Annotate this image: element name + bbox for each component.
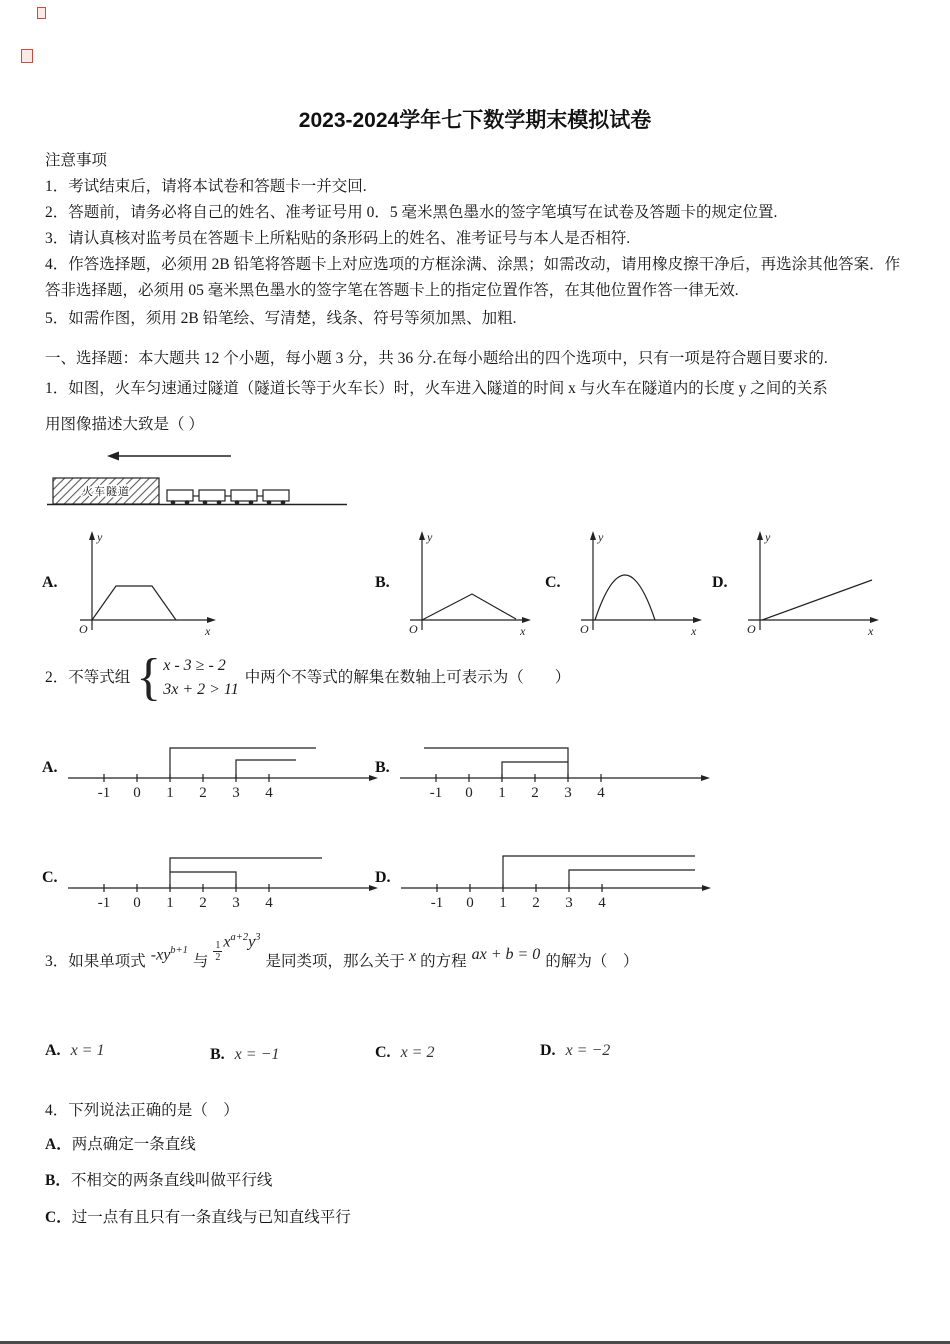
q1-option-a (42, 528, 219, 638)
svg-text:O: O (579, 622, 589, 636)
q3-stem-4: 的方程 (420, 952, 467, 970)
notice-item: 4．作答选择题，必须用 2B 铅笔将答题卡上对应选项的方框涂满、涂黑；如需改动，请用橡皮擦干净后，再选涂其他答案．作答非选择题，必须用 05 毫米黑色墨水的签字笔在答题卡上的指定位置作答，在其他位置作答一律无效. (45, 256, 901, 299)
svg-text:2: 2 (198, 785, 207, 800)
q3-stem-1: 3．如果单项式 (45, 952, 146, 970)
q2-option-a-label: A. (42, 759, 58, 776)
svg-text:-1: -1 (430, 895, 443, 910)
q1-option-c (545, 528, 707, 638)
svg-text:3: 3 (231, 895, 240, 910)
q2-option-d-label: D. (375, 869, 391, 886)
q2-option-c (42, 846, 384, 910)
q1-graph-d (734, 528, 884, 638)
q3-option-a-value: x = 1 (70, 1042, 105, 1059)
left-arrow-icon (107, 452, 231, 461)
q1-train-tunnel-figure (45, 446, 365, 512)
svg-text:4: 4 (264, 785, 273, 800)
q1-graph-b (396, 528, 536, 638)
q3-option-d-value: x = −2 (565, 1042, 611, 1059)
svg-text:1: 1 (165, 785, 174, 800)
q2-numberline-c (64, 846, 384, 910)
q2-numberline-d (397, 846, 717, 910)
svg-text:O: O (408, 622, 418, 636)
svg-text:0: 0 (464, 785, 473, 800)
q1-option-a-label: A. (42, 574, 58, 591)
svg-text:4: 4 (596, 785, 605, 800)
svg-text:0: 0 (465, 895, 474, 910)
section-one-heading: 一、选择题：本大题共 12 个小题，每小题 3 分，共 36 分.在每小题给出的四个选项中，只有一项是符合题目要求的. (45, 350, 828, 367)
red-stamp-mark (21, 49, 33, 63)
q1-option-d-label: D. (712, 574, 728, 591)
svg-text:3: 3 (564, 895, 573, 910)
svg-text:x: x (690, 624, 696, 638)
svg-text:3: 3 (563, 785, 572, 800)
q3-option-b: B. x = −1 (210, 1046, 280, 1063)
inequality-system (163, 654, 239, 702)
q1-stem-line1: 1．如图，火车匀速通过隧道（隧道长等于火车长）时，火车进入隧道的时间 x 与火车在隧道内的长度 y 之间的关系 (45, 380, 828, 397)
q1-option-d (712, 528, 884, 638)
svg-text:4: 4 (264, 895, 273, 910)
svg-text:x: x (867, 624, 873, 638)
svg-text:O: O (746, 622, 756, 636)
svg-text:x: x (204, 624, 210, 638)
q2-option-d (375, 846, 717, 910)
svg-text:1: 1 (498, 895, 507, 910)
q4-stem: 4．下列说法正确的是（ ） (45, 1102, 239, 1119)
q2-stem-suffix: 中两个不等式的解集在数轴上可表示为（ ） (244, 669, 571, 686)
q3-stem (45, 932, 639, 977)
notice-heading: 注意事项 (45, 152, 108, 169)
q2-option-c-label: C. (42, 869, 58, 886)
q1-option-c-label: C. (545, 574, 561, 591)
svg-text:1: 1 (165, 895, 174, 910)
q2-option-b (375, 736, 716, 800)
svg-text:-1: -1 (429, 785, 442, 800)
q1-graph-a (64, 528, 219, 638)
q3-option-c: C. x = 2 (375, 1044, 435, 1061)
svg-text:4: 4 (597, 895, 606, 910)
svg-text:y: y (764, 530, 770, 544)
q4-option-c-text: 过一点有且只有一条直线与已知直线平行 (71, 1209, 351, 1226)
q4-option-c: C．过一点有且只有一条直线与已知直线平行 (45, 1209, 351, 1226)
train-cars (167, 490, 289, 501)
svg-text:1: 1 (497, 785, 506, 800)
q1-option-b (375, 528, 536, 638)
q2-option-a (42, 736, 384, 800)
q4-option-b-text: 不相交的两条直线叫做平行线 (70, 1172, 273, 1189)
equation: ax + b = 0 (471, 945, 541, 963)
svg-text:y: y (96, 530, 102, 544)
q2-numberline-b (396, 736, 716, 800)
inequality-2: 3x + 2 > 11 (163, 681, 239, 698)
q4-option-a: A．两点确定一条直线 (45, 1136, 196, 1153)
notice-item: 2．答题前，请务必将自己的姓名、准考证号用 0．5 毫米黑色墨水的签字笔填写在试卷及答题卡的规定位置. (45, 204, 778, 221)
q4-option-b: B．不相交的两条直线叫做平行线 (45, 1172, 273, 1189)
q3-option-b-value: x = −1 (234, 1046, 280, 1063)
svg-text:O: O (78, 622, 88, 636)
svg-text:2: 2 (198, 895, 207, 910)
red-stamp-mark (37, 7, 46, 19)
svg-text:-1: -1 (97, 785, 110, 800)
q1-graph-c (567, 528, 707, 638)
notice-item: 5．如需作图，须用 2B 铅笔绘、写清楚，线条、符号等须加黑、加粗. (45, 310, 517, 327)
inequality-1: x - 3 ≥ - 2 (163, 657, 226, 674)
q2-stem (45, 649, 571, 706)
q3-stem-5: 的解为（ ） (545, 952, 639, 970)
q1-stem-line2: 用图像描述大致是（ ） (45, 416, 204, 433)
q3-stem-3: 是同类项，那么关于 (265, 952, 405, 970)
q1-option-b-label: B. (375, 574, 390, 591)
notice-item: 1．考试结束后，请将本试卷和答题卡一并交回. (45, 178, 367, 195)
q3-option-d: D. x = −2 (540, 1042, 611, 1059)
svg-text:y: y (426, 530, 432, 544)
svg-text:x: x (519, 624, 525, 638)
variable-x: x (408, 947, 417, 965)
brace-symbol: { (136, 649, 162, 706)
monomial-2: $\frac{1}{2}$ $x^{a+2}y^3$ (215, 932, 261, 964)
svg-text:2: 2 (531, 895, 540, 910)
svg-text:-1: -1 (97, 895, 110, 910)
svg-text:y: y (597, 530, 603, 544)
q3-stem-2: 与 (192, 952, 209, 970)
page-title: 2023-2024学年七下数学期末模拟试卷 (298, 109, 652, 132)
q3-option-a: A. x = 1 (45, 1042, 105, 1059)
q2-stem-prefix: 2．不等式组 (45, 669, 131, 686)
q3-option-c-value: x = 2 (400, 1044, 435, 1061)
svg-text:0: 0 (132, 895, 141, 910)
svg-text:2: 2 (530, 785, 539, 800)
q2-option-b-label: B. (375, 759, 390, 776)
q2-numberline-a (64, 736, 384, 800)
tunnel-label: 火车隧道 (82, 486, 130, 498)
q4-option-a-text: 两点确定一条直线 (71, 1136, 196, 1153)
monomial-1: $-xy^{b+1}$ (150, 945, 188, 964)
svg-text:0: 0 (132, 785, 141, 800)
notice-item: 3．请认真核对监考员在答题卡上所粘贴的条形码上的姓名、准考证号与本人是否相符. (45, 230, 631, 247)
svg-text:3: 3 (231, 785, 240, 800)
